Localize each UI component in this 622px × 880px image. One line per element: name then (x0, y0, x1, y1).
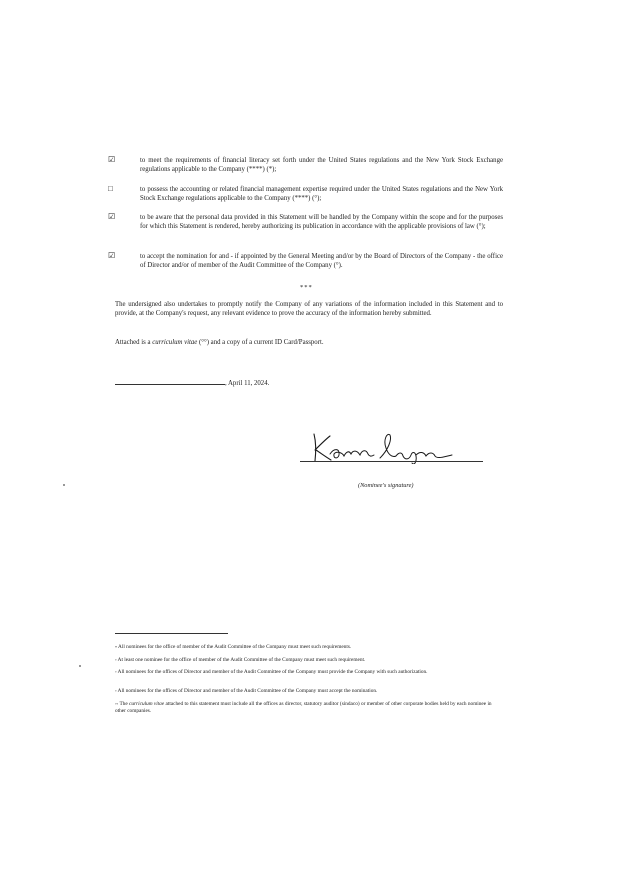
checkbox-empty-icon: □ (108, 184, 113, 193)
checklist-item-text: to be aware that the personal data provided in this Statement will be handled by the Company within the scope and for the purposes for which this Statement is rendered, hereby authorizing its publication in accordance with the applicable provisions of law (°); (140, 214, 503, 231)
footnote-text: At least one nominee for the office of member of the Audit Committee of the Company must meet such requirement. (117, 657, 366, 663)
footnote-text-emphasis: curriculum vitae (129, 701, 165, 707)
checklist-item-text: to accept the nomination for and - if appointed by the General Meeting and/or by the Board of Directors of the Company - the office of Director and/or of member of the Audit Committee of the Company (°). (140, 253, 503, 270)
attachments-suffix: (°°) and a copy of a current ID Card/Passport. (197, 339, 324, 346)
footnote-marker: ° (115, 670, 117, 675)
footnote-marker: ° (115, 689, 117, 694)
footnote (115, 644, 495, 651)
checklist-item-text: to possess the accounting or related financial management expertise required under the United States regulations and the New York Stock Exchange regulations applicable to the Company (****) (°); (140, 186, 503, 203)
signature-caption: (Nominee's signature) (358, 482, 414, 489)
checklist-item-text: to meet the requirements of financial literacy set forth under the United States regulations and the New York Stock Exchange regulations applicable to the Company (****) (*); (140, 157, 503, 174)
place-blank-line (115, 378, 225, 385)
footnote (115, 701, 495, 716)
footnote-text-suffix: attached to this statement must include all the offices as director, statutory auditor (sindaco) or member of other corporate bodies held by each nominee in other companies. (115, 701, 492, 715)
footnote-marker: * (115, 645, 117, 650)
footnote-marker: ° (115, 658, 117, 663)
footnote-text: All nominees for the offices of Director and member of the Audit Committee of the Company must provide the Company with such authorization. (117, 669, 428, 675)
attachments-prefix: Attached is a (115, 339, 153, 346)
checkbox-checked-icon: ☑ (108, 251, 116, 260)
footnote-marker: °° (115, 702, 119, 707)
footnote (115, 657, 495, 664)
date-text: , April 11, 2024. (225, 380, 270, 387)
date-line (115, 378, 269, 387)
section-separator: *** (300, 284, 313, 291)
handwritten-signature (306, 430, 486, 464)
footnote-text-prefix: The (119, 701, 129, 707)
scan-speck (63, 484, 65, 486)
footnote (115, 688, 495, 695)
scan-speck (79, 665, 81, 667)
footnote-text: All nominees for the office of member of the Audit Committee of the Company must meet such requirements. (118, 644, 352, 650)
footnote (115, 669, 495, 676)
checkbox-checked-icon: ☑ (108, 212, 116, 221)
attachments-emphasis: curriculum vitae (152, 339, 198, 346)
footnote-text: All nominees for the offices of Director and member of the Audit Committee of the Company must accept the nomination. (117, 688, 378, 694)
footnote-rule (115, 633, 228, 634)
checkbox-checked-icon: ☑ (108, 155, 116, 164)
attachments-paragraph (115, 338, 503, 347)
undertaking-paragraph: The undersigned also undertakes to promptly notify the Company of any variations of the information included in this Statement and to provide, at the Company's request, any relevant evidence to prove the accuracy of the information hereby submitted. (115, 301, 503, 318)
signature-line (300, 461, 483, 462)
